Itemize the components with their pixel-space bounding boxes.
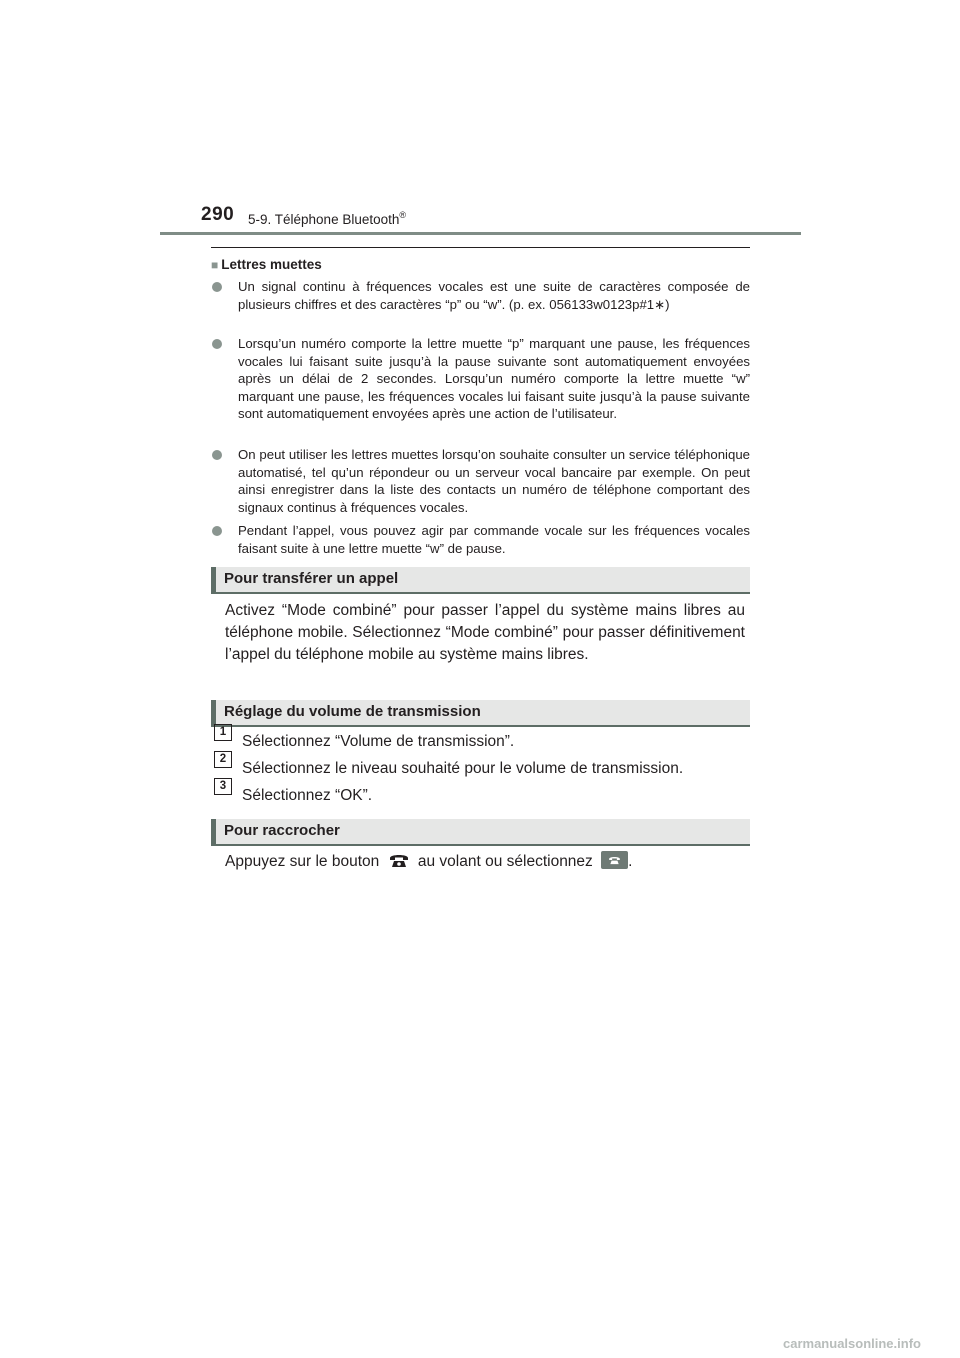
step-text: Sélectionnez “Volume de transmission”. xyxy=(242,733,515,750)
hangup-text-after: . xyxy=(628,853,633,870)
round-bullet-icon xyxy=(212,339,222,349)
list-item-text: Pendant l’appel, vous pouvez agir par commande vocale sur les fréquences vocales faisant suite à une lettre muette “w” de pause. xyxy=(238,523,750,556)
round-bullet-icon xyxy=(212,282,222,292)
phone-icon xyxy=(388,852,410,868)
hangup-button-icon xyxy=(601,851,628,869)
step-number: 1 xyxy=(214,724,232,741)
square-bullet-icon: ■ xyxy=(211,258,219,272)
step-text: Sélectionnez le niveau souhaité pour le volume de transmission. xyxy=(242,760,684,777)
list-item xyxy=(212,335,750,423)
content-rule xyxy=(211,247,750,248)
subheading-label: Lettres muettes xyxy=(221,257,322,272)
hangup-text-middle: au volant ou sélectionnez xyxy=(417,853,593,870)
round-bullet-icon xyxy=(212,450,222,460)
section-title: Réglage du volume de transmission xyxy=(224,703,481,720)
list-item xyxy=(212,522,750,557)
section-title: Pour transférer un appel xyxy=(224,570,399,587)
section-header-volume xyxy=(211,700,750,727)
phone-icon xyxy=(608,855,621,865)
transfer-paragraph: Activez “Mode combiné” pour passer l’appel du système mains libres au téléphone mobile. Sélectionnez “Mode combiné” pour passer définitivement l’appel du téléphone mobile au système mains libres. xyxy=(225,602,745,663)
section-accent xyxy=(211,819,216,844)
step-item xyxy=(214,780,373,805)
chapter-title xyxy=(248,210,406,227)
registered-mark: ® xyxy=(399,210,407,220)
round-bullet-icon xyxy=(212,526,222,536)
list-item-text: On peut utiliser les lettres muettes lorsqu’on souhaite consulter un service téléphonique automatisé, tel qu’un répondeur ou un serveur vocal bancaire par exemple. On peut ainsi enregistrer dans la liste des contacts un numéro de téléphone comportant des signaux continus à fréquences vocales. xyxy=(238,447,750,515)
step-item xyxy=(214,726,515,751)
page-number: 290 xyxy=(201,204,235,225)
list-item-text: Un signal continu à fréquences vocales est une suite de caractères composée de plusieurs chiffres et des caractères “p” ou “w”. (p. ex. 056133w0123p#1∗) xyxy=(238,279,750,312)
chapter-label: 5-9. Téléphone Bluetooth xyxy=(248,212,400,227)
step-number: 2 xyxy=(214,751,232,768)
step-item xyxy=(214,753,684,778)
section-accent xyxy=(211,567,216,592)
section-title: Pour raccrocher xyxy=(224,822,340,839)
list-item-text: Lorsqu’un numéro comporte la lettre muette “p” marquant une pause, les fréquences vocales lui faisant suite jusqu’à la pause suivante sont automatiquement envoyées après un délai de 2 secondes. Lorsqu’un numéro comporte la lettre muette “w” marquant une pause, les fréquences vocales lui faisant suite jusqu’à la pause suivante sont automatiquement envoyées après une action de l’utilisateur. xyxy=(238,336,750,422)
list-item xyxy=(212,278,750,313)
section-header-hangup xyxy=(211,819,750,846)
hangup-text-before: Appuyez sur le bouton xyxy=(225,853,380,870)
hangup-paragraph xyxy=(225,851,745,873)
subheading-lettres-muettes xyxy=(211,257,322,272)
header-rule xyxy=(160,232,801,235)
step-number: 3 xyxy=(214,778,232,795)
section-accent xyxy=(211,700,216,725)
watermark: carmanualsonline.info xyxy=(783,1336,921,1351)
step-text: Sélectionnez “OK”. xyxy=(242,787,373,804)
section-header-transfer xyxy=(211,567,750,594)
list-item xyxy=(212,446,750,516)
